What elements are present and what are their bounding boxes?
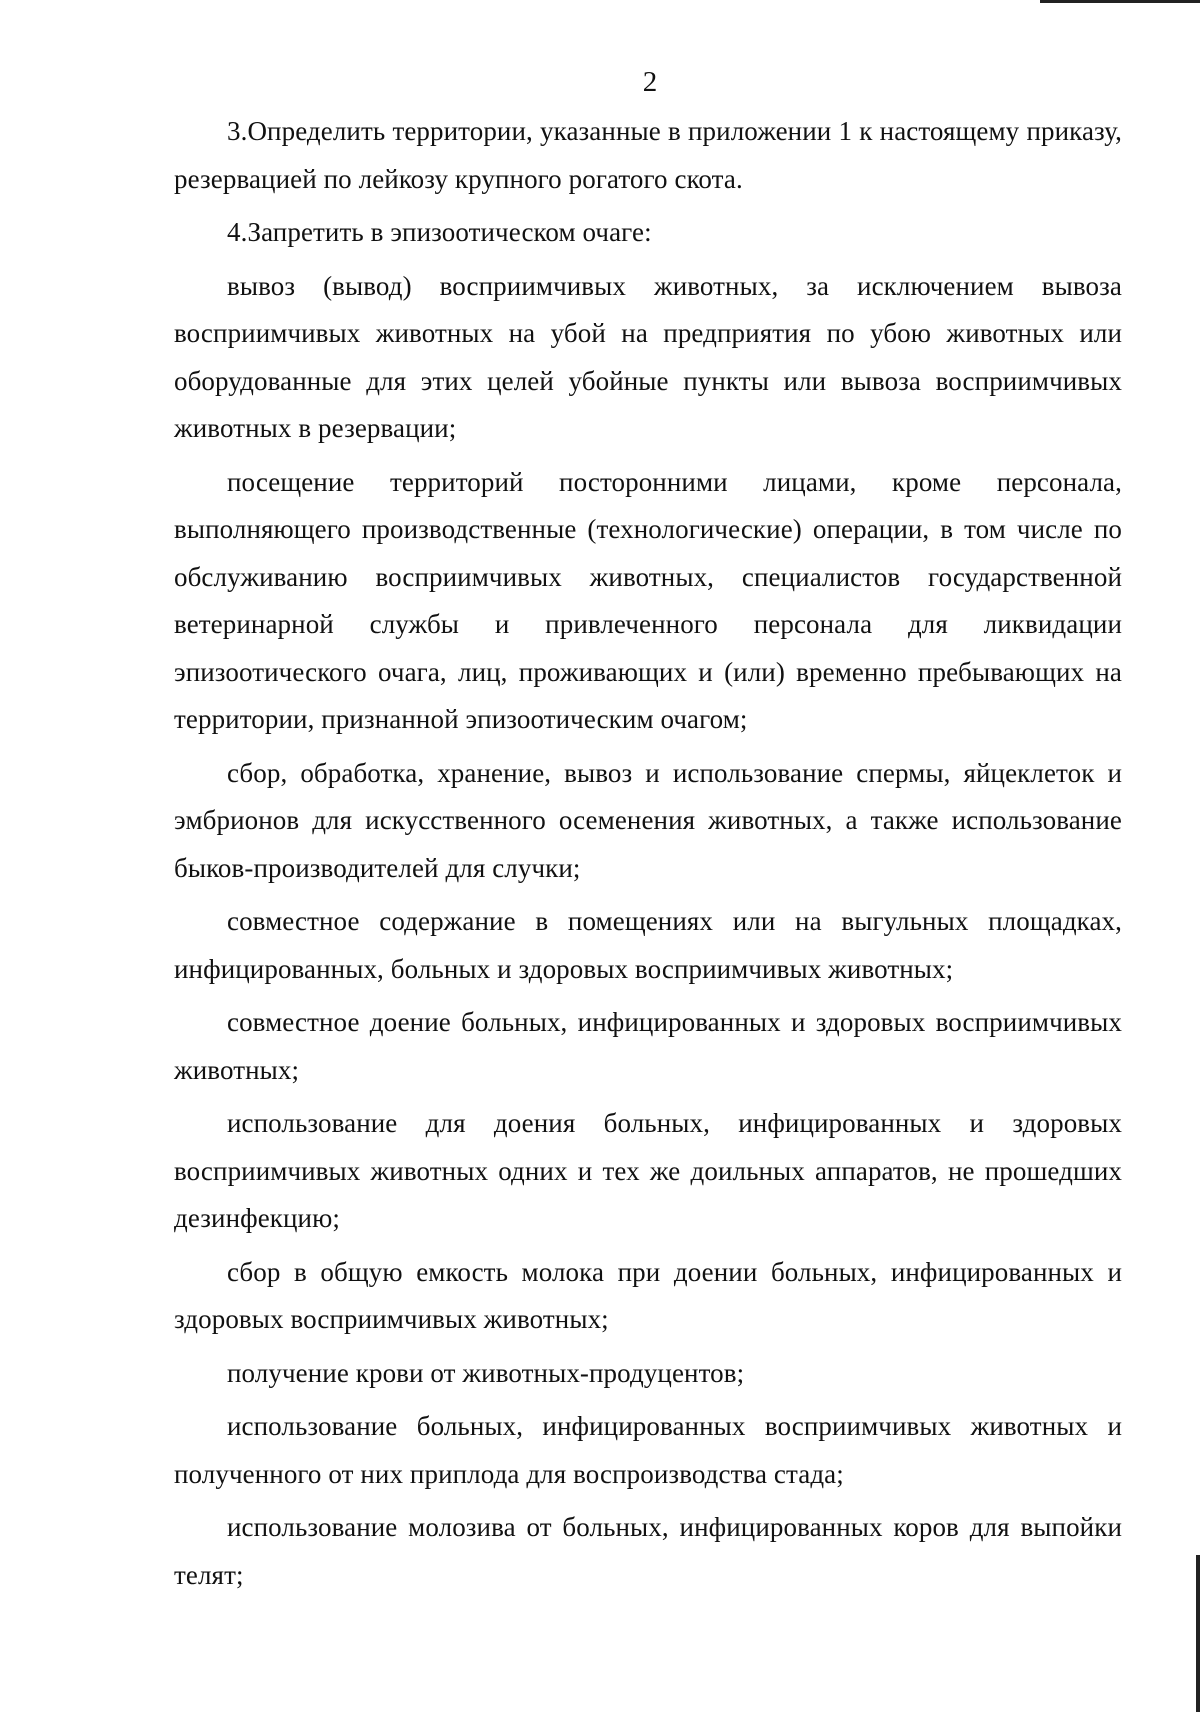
page-number: 2 (642, 66, 658, 98)
prohibition-common-milk-container: сбор в общую емкость молока при доении больных, инфицированных и здоровых восприимчивых животных; (174, 1256, 1122, 1334)
prohibition-joint-milking: совместное доение больных, инфицированных и здоровых восприимчивых животных; (174, 1007, 1122, 1085)
paragraph-item-4: 4.Запретить в эпизоотическом очаге: (227, 217, 652, 247)
prohibition-visits: посещение территорий посторонними лицами, кроме персонала, выполняющего производственные (технологические) операции, в том числе по обслуживанию восприимчивых животных, специалистов государственной ветеринарной службы и привлеченного персонала для ликвидации эпизоотического очага, лиц, проживающих и (или) временно пребывающих на территории, признанной эпизоотическим очагом; (174, 466, 1122, 734)
prohibition-shared-milking-machines: использование для доения больных, инфицированных и здоровых восприимчивых животных одних и тех же доильных аппаратов, не прошедших дезинфекцию; (174, 1108, 1122, 1233)
prohibition-sperm-embryos: сбор, обработка, хранение, вывоз и использование спермы, яйцеклеток и эмбрионов для искусственного осеменения животных, а также использование быков-производителей для случки; (174, 757, 1122, 883)
prohibition-colostrum-use: использование молозива от больных, инфицированных коров для выпойки телят; (174, 1512, 1122, 1590)
paragraph-item-3: 3.Определить территории, указанные в приложении 1 к настоящему приказу, резервацией по лейкозу крупного рогатого скота. (174, 116, 1122, 194)
prohibition-reproduction-use: использование больных, инфицированных восприимчивых животных и полученного от них приплода для воспроизводства стада; (174, 1411, 1122, 1489)
document-body (174, 108, 1122, 1605)
scan-edge-line-right (1196, 1555, 1200, 1712)
prohibition-blood-collection: получение крови от животных-продуцентов; (227, 1357, 745, 1388)
scan-edge-line-top (1040, 0, 1200, 3)
prohibition-export: вывоз (вывод) восприимчивых животных, за исключением вывоза восприимчивых животных на убой на предприятия по убою животных или оборудованные для этих целей убойные пункты или вывоза восприимчивых животных в резервации; (174, 270, 1122, 443)
prohibition-joint-keeping: совместное содержание в помещениях или на выгульных площадках, инфицированных, больных и здоровых восприимчивых животных; (174, 906, 1122, 984)
